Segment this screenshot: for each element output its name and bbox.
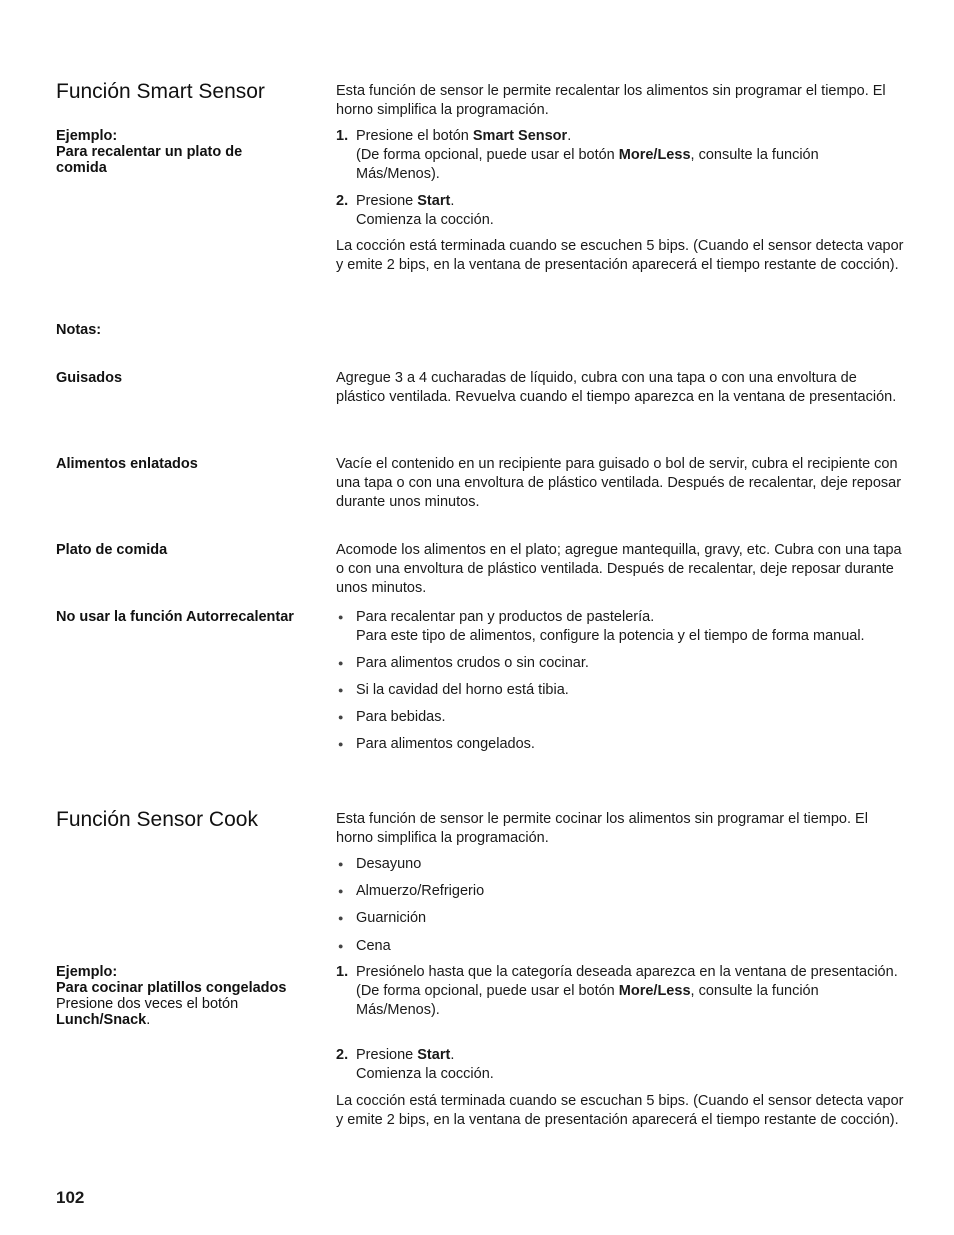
- no-use-item: Para alimentos congelados.: [356, 736, 535, 752]
- example-block-2: [56, 964, 318, 1028]
- step-text-end: .: [567, 128, 572, 144]
- step-note-end: , consulte la función Más/Menos).: [356, 983, 819, 1018]
- sensor-cook-step-2: [356, 1046, 906, 1084]
- bullet-icon: ●: [338, 612, 344, 622]
- example-bold-text: Para cocinar platillos congelados: [56, 980, 287, 996]
- no-use-item: Para alimentos crudos o sin cocinar.: [356, 655, 589, 671]
- step-text-end: .: [450, 193, 455, 209]
- example-block-1: [56, 128, 318, 176]
- step-text: Presione: [356, 193, 418, 209]
- no-use-item: Si la cavidad del horno está tibia.: [356, 682, 569, 698]
- smart-sensor-intro: Esta función de sensor le permite recalentar los alimentos sin programar el tiempo. El horno simplifica la programación.: [336, 83, 886, 118]
- note-text-enlatados: Vacíe el contenido en un recipiente para guisado o bol de servir, cubra el recipiente con una tapa o con una envoltura de plástico ventilada. Después de recalentar, deje reposar durante unos minutos.: [336, 456, 902, 510]
- example-end: .: [146, 1012, 151, 1028]
- start-button-ref: Start: [417, 1047, 451, 1063]
- example-label: Ejemplo:: [56, 128, 118, 144]
- step-note-end: , consulte la función Más/Menos).: [356, 147, 819, 182]
- category-item: Almuerzo/Refrigerio: [356, 883, 485, 899]
- bullet-icon: ●: [338, 886, 344, 896]
- more-less-button-ref: More/Less: [618, 147, 691, 163]
- page-number: 102: [56, 1188, 85, 1207]
- sensor-cook-step-1: [356, 963, 906, 1020]
- no-use-item-text: Para recalentar pan y productos de pastelería.: [356, 609, 655, 625]
- step-note: Comienza la cocción.: [356, 1066, 494, 1082]
- section-title-smart-sensor: Función Smart Sensor: [56, 80, 265, 103]
- step-text-end: .: [450, 1047, 455, 1063]
- note-text-guisados: Agregue 3 a 4 cucharadas de líquido, cubra con una tapa o con una envoltura de plástico ventilada. Revuelva cuando el tiempo aparezca en la ventana de presentación.: [336, 370, 897, 405]
- step-number: 1.: [336, 128, 349, 144]
- step-number: 1.: [336, 964, 349, 980]
- smart-sensor-button-ref: Smart Sensor: [472, 128, 568, 144]
- category-item: Desayuno: [356, 856, 422, 872]
- bullet-icon: ●: [338, 658, 344, 668]
- bullet-icon: ●: [338, 685, 344, 695]
- bullet-icon: ●: [338, 859, 344, 869]
- no-use-item-note: Para este tipo de alimentos, configure la potencia y el tiempo de forma manual.: [356, 628, 865, 644]
- step-2: [356, 192, 906, 230]
- bullet-icon: ●: [338, 913, 344, 923]
- category-item: Cena: [356, 938, 391, 954]
- example-text: Para recalentar un plato de comida: [56, 144, 243, 176]
- more-less-button-ref: More/Less: [618, 983, 691, 999]
- step-text: Presione el botón: [356, 128, 473, 144]
- step-text: Presione: [356, 1047, 418, 1063]
- smart-sensor-done: La cocción está terminada cuando se escuchen 5 bips. (Cuando el sensor detecta vapor y emite 2 bips, en la ventana de presentación aparecerá el tiempo restante de cocción).: [336, 238, 904, 273]
- step-number: 2.: [336, 193, 349, 209]
- no-use-item: Para bebidas.: [356, 709, 446, 725]
- lunch-snack-button-ref: Lunch/Snack: [56, 1012, 147, 1028]
- note-label-enlatados: Alimentos enlatados: [56, 456, 198, 472]
- step-note: Comienza la cocción.: [356, 212, 494, 228]
- step-note: (De forma opcional, puede usar el botón: [356, 983, 619, 999]
- step-number: 2.: [336, 1047, 349, 1063]
- note-label-guisados: Guisados: [56, 370, 123, 386]
- bullet-icon: ●: [338, 712, 344, 722]
- no-use-label: No usar la función Autorrecalentar: [56, 609, 294, 625]
- step-text: Presiónelo hasta que la categoría deseada aparezca en la ventana de presentación.: [356, 964, 898, 980]
- bullet-icon: ●: [338, 941, 344, 951]
- start-button-ref: Start: [417, 193, 451, 209]
- example-label: Ejemplo:: [56, 964, 118, 980]
- note-text-plato: Acomode los alimentos en el plato; agregue mantequilla, gravy, etc. Cubra con una tapa o con una envoltura de plástico ventilada. Después de recalentar, deje reposar durante unos minutos.: [336, 542, 902, 596]
- note-label-plato: Plato de comida: [56, 542, 168, 558]
- category-item: Guarnición: [356, 910, 427, 926]
- no-use-item: [356, 608, 906, 646]
- notes-label: Notas:: [56, 322, 102, 338]
- section-title-sensor-cook: Función Sensor Cook: [56, 808, 258, 831]
- bullet-icon: ●: [338, 739, 344, 749]
- sensor-cook-intro: Esta función de sensor le permite cocinar los alimentos sin programar el tiempo. El horno simplifica la programación.: [336, 811, 868, 846]
- sensor-cook-done: La cocción está terminada cuando se escuchan 5 bips. (Cuando el sensor detecta vapor y emite 2 bips, en la ventana de presentación aparecerá el tiempo restante de cocción).: [336, 1093, 904, 1128]
- step-note: (De forma opcional, puede usar el botón: [356, 147, 619, 163]
- example-text: Presione dos veces el botón: [56, 996, 239, 1012]
- step-1: [356, 127, 906, 184]
